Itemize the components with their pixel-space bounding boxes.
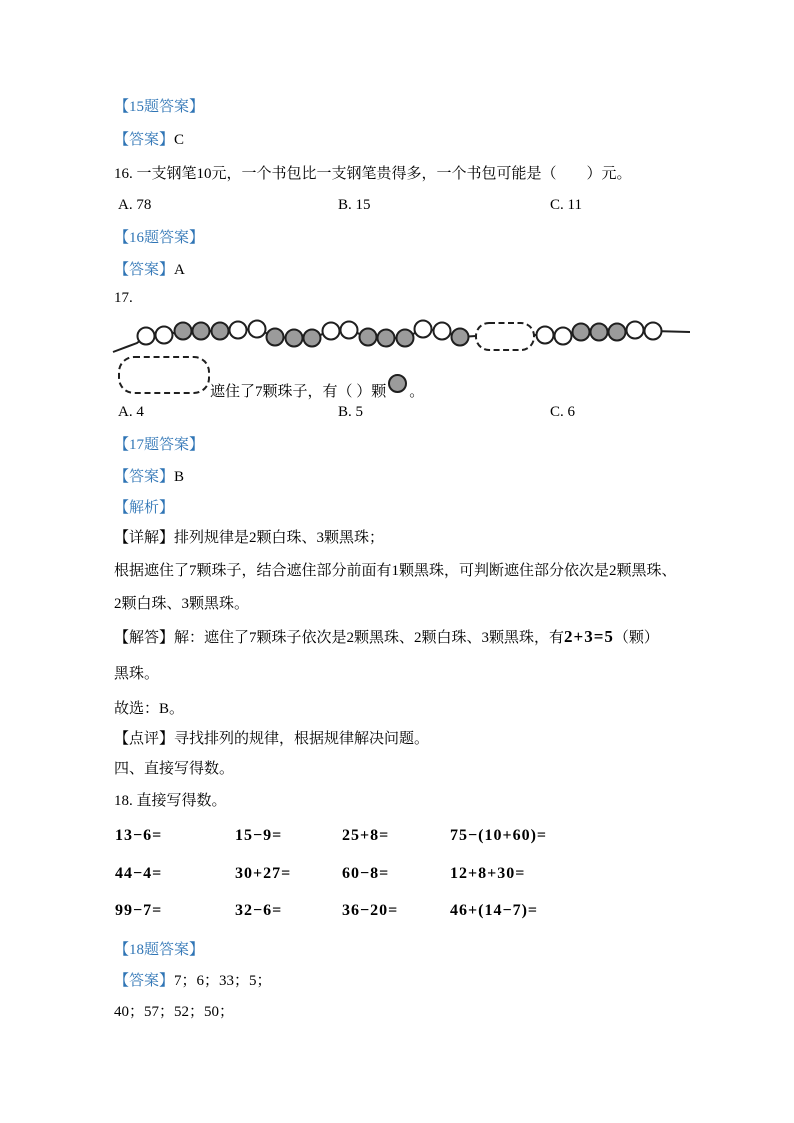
answer18-line2: 40；57；52；50；	[114, 1004, 235, 1020]
white-bead	[249, 321, 266, 338]
q17-caption-suffix: 。	[409, 384, 425, 400]
problem-cell: 36−20=	[342, 902, 399, 919]
q17-number: 17.	[114, 290, 133, 306]
black-bead	[378, 330, 395, 347]
hidden-beads-box	[476, 323, 534, 350]
q18-stem: 18. 直接写得数。	[114, 793, 227, 809]
black-bead	[573, 324, 590, 341]
detail-label: 【详解】	[114, 530, 175, 546]
comment-line	[114, 729, 429, 749]
problem-cell: 13−6=	[115, 827, 163, 844]
q18-problems-row3	[0, 902, 794, 926]
answer15-header: 【15题答案】	[114, 99, 205, 115]
answer16-line	[114, 260, 185, 280]
solve-suffix: （颗）	[613, 630, 659, 646]
answer17-header: 【17题答案】	[114, 437, 205, 453]
black-bead	[212, 323, 229, 340]
white-bead	[434, 323, 451, 340]
answer18-header: 【18题答案】	[114, 942, 205, 958]
q16-option-c: C. 11	[550, 197, 582, 213]
conclusion-line: 故选：B。	[114, 701, 185, 717]
problem-cell: 15−9=	[235, 827, 283, 844]
solve-line1	[114, 627, 659, 648]
q18-problems-row2	[0, 865, 794, 889]
black-bead	[286, 330, 303, 347]
black-bead	[452, 329, 469, 346]
solve-line2: 黑珠。	[114, 666, 160, 682]
black-bead	[175, 323, 192, 340]
covered-beads-box	[118, 356, 210, 394]
black-bead	[304, 330, 321, 347]
white-bead	[323, 323, 340, 340]
answer15-value: C	[174, 132, 185, 148]
problem-cell: 60−8=	[342, 865, 390, 882]
section4-title: 四、直接写得数。	[114, 761, 235, 777]
q17-option-c: C. 6	[550, 404, 576, 420]
black-bead	[609, 324, 626, 341]
answer-label: 【答案】	[114, 469, 175, 485]
problem-cell: 99−7=	[115, 902, 163, 919]
solve-text: 解：遮住了7颗珠子依次是2颗黑珠、2颗白珠、3颗黑珠，有	[174, 630, 565, 646]
q16-option-a: A. 78	[118, 197, 152, 213]
white-bead	[415, 321, 432, 338]
white-bead	[645, 323, 662, 340]
detail-text: 排列规律是2颗白珠、3颗黑珠；	[174, 530, 385, 546]
q17-options	[0, 404, 794, 424]
q17-option-b: B. 5	[338, 404, 364, 420]
answer18-line1	[114, 971, 272, 991]
detail-line2: 根据遮住了7颗珠子，结合遮住部分前面有1颗黑珠，可判断遮住部分依次是2颗黑珠、	[114, 563, 677, 579]
problem-cell: 30+27=	[235, 865, 292, 882]
problem-cell: 44−4=	[115, 865, 163, 882]
white-bead	[230, 322, 247, 339]
detail-line3: 2颗白珠、3颗黑珠。	[114, 596, 250, 612]
q18-problems-row1	[0, 827, 794, 851]
white-bead	[156, 327, 173, 344]
comment-text: 寻找排列的规律，根据规律解决问题。	[174, 731, 430, 747]
black-bead	[193, 323, 210, 340]
answer17-value: B	[174, 469, 185, 485]
q16-stem: 16. 一支钢笔10元，一个书包比一支钢笔贵得多，一个书包可能是（ ）元。	[114, 166, 632, 182]
problem-cell: 46+(14−7)=	[450, 902, 539, 919]
bead-chain-svg	[110, 315, 690, 357]
q16-options	[0, 197, 794, 217]
white-bead	[341, 322, 358, 339]
answer16-value: A	[174, 262, 185, 278]
answer15-line	[114, 130, 184, 150]
black-bead	[397, 330, 414, 347]
answer17-line	[114, 467, 184, 487]
answer18-values1: 7；6；33；5；	[174, 973, 272, 989]
solve-label: 【解答】	[114, 630, 175, 646]
comment-label: 【点评】	[114, 731, 175, 747]
white-bead	[627, 322, 644, 339]
detail-line1	[114, 528, 384, 548]
white-bead	[138, 328, 155, 345]
problem-cell: 25+8=	[342, 827, 390, 844]
black-bead	[360, 329, 377, 346]
q17-caption-prefix: 遮住了7颗珠子，有（ ）颗	[210, 384, 387, 400]
problem-cell: 12+8+30=	[450, 865, 526, 882]
q17-option-a: A. 4	[118, 404, 144, 420]
black-bead-icon	[388, 374, 407, 393]
black-bead	[591, 324, 608, 341]
analysis-header: 【解析】	[114, 500, 175, 516]
problem-cell: 75−(10+60)=	[450, 827, 548, 844]
answer-label: 【答案】	[114, 973, 175, 989]
white-bead	[537, 327, 554, 344]
q17-caption	[210, 374, 424, 401]
black-bead	[267, 329, 284, 346]
white-bead	[555, 328, 572, 345]
solve-formula: 2+3=5	[564, 627, 614, 646]
answer-label: 【答案】	[114, 262, 175, 278]
answer-label: 【答案】	[114, 132, 175, 148]
answer16-header: 【16题答案】	[114, 230, 205, 246]
problem-cell: 32−6=	[235, 902, 283, 919]
q16-option-b: B. 15	[338, 197, 371, 213]
